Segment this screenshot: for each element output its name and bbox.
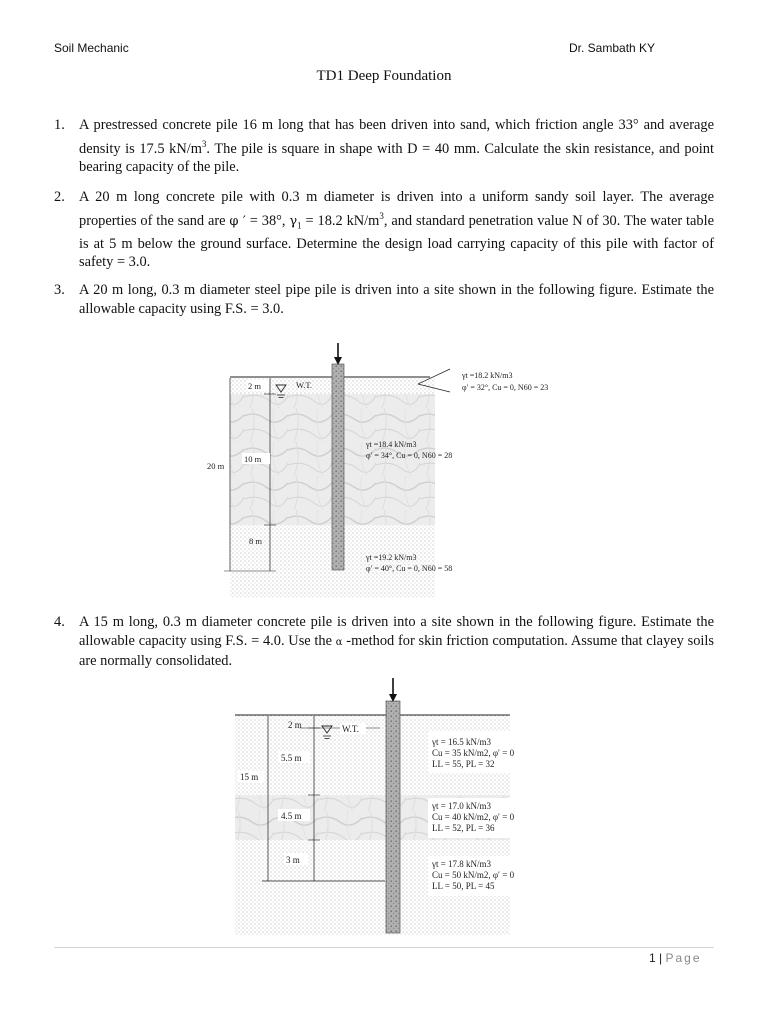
page-number: 1 bbox=[649, 951, 656, 965]
layer3-unit-weight: γt = 17.8 kN/m3 bbox=[432, 859, 492, 869]
water-table-label: W.T. bbox=[296, 380, 313, 390]
layer2-properties: φ′ = 34°, Cu = 0, N60 = 28 bbox=[366, 451, 453, 460]
page-separator: | bbox=[659, 951, 663, 965]
dim-5-5m: 5.5 m bbox=[281, 753, 302, 763]
pile bbox=[386, 701, 400, 933]
layer3-strength: Cu = 50 kN/m2, φ′ = 0 bbox=[432, 870, 515, 880]
page-title: TD1 Deep Foundation bbox=[316, 68, 452, 84]
dim-15m: 15 m bbox=[240, 772, 259, 782]
layer1-unit-weight: γt = 16.5 kN/m3 bbox=[432, 737, 492, 747]
dim-20m: 20 m bbox=[207, 461, 225, 471]
figure-1-soil-profile bbox=[200, 340, 580, 598]
layer1-limits: LL = 55, PL = 32 bbox=[432, 759, 495, 769]
dim-4-5m: 4.5 m bbox=[281, 811, 302, 821]
dim-10m: 10 m bbox=[244, 454, 262, 464]
dim-3m: 3 m bbox=[286, 855, 300, 865]
page-label: Page bbox=[665, 951, 702, 965]
water-table-label: W.T. bbox=[342, 724, 359, 734]
header-right: Dr. Sambath KY bbox=[569, 41, 656, 55]
layer1-strength: Cu = 35 kN/m2, φ′ = 0 bbox=[432, 748, 515, 758]
question-1 bbox=[54, 116, 714, 176]
question-text: A 20 m long concrete pile with 0.3 m diameter is driven into a uniform sandy soil layer. The average properties of the sand are φ ′ = 38°, $\gamma_1 = 18.2$ $kN/m^3$, and standard penetration value N of 30. The water table is at 5 m below the ground surface. Determine the design load carrying capacity of this pile with factor of safety = 3.0. bbox=[79, 189, 715, 271]
question-2 bbox=[54, 188, 714, 272]
header-left: Soil Mechanic bbox=[54, 41, 129, 55]
footer-divider bbox=[54, 947, 714, 948]
question-number: 2. bbox=[54, 189, 65, 205]
layer2-limits: LL = 52, PL = 36 bbox=[432, 823, 495, 833]
dim-8m: 8 m bbox=[249, 536, 262, 546]
layer1-unit-weight: γt =18.2 kN/m3 bbox=[462, 371, 513, 380]
layer1-properties: φ′ = 32°, Cu = 0, N60 = 23 bbox=[462, 383, 549, 392]
question-4 bbox=[54, 613, 714, 671]
layer2-unit-weight: γt = 17.0 kN/m3 bbox=[432, 801, 492, 811]
question-number: 1. bbox=[54, 117, 65, 133]
question-3 bbox=[54, 281, 714, 318]
dim-2m: 2 m bbox=[288, 720, 302, 730]
layer3-unit-weight: γt =19.2 kN/m3 bbox=[366, 553, 417, 562]
page-footer bbox=[649, 951, 702, 965]
question-number: 3. bbox=[54, 282, 65, 298]
question-text: A 20 m long, 0.3 m diameter steel pipe pile is driven into a site shown in the following figure. Estimate the allowable capacity using F.S. = 3.0. bbox=[79, 282, 714, 317]
question-number: 4. bbox=[54, 614, 65, 630]
layer2-unit-weight: γt =18.4 kN/m3 bbox=[366, 440, 417, 449]
layer3-properties: φ′ = 40°, Cu = 0, N60 = 58 bbox=[366, 564, 453, 573]
dim-2m: 2 m bbox=[248, 381, 261, 391]
pile bbox=[332, 364, 344, 570]
layer3-limits: LL = 50, PL = 45 bbox=[432, 881, 495, 891]
layer2-strength: Cu = 40 kN/m2, φ′ = 0 bbox=[432, 812, 515, 822]
figure-2-soil-profile bbox=[230, 675, 540, 937]
question-text: A prestressed concrete pile 16 m long that has been driven into sand, which friction angle 33° and average density is 17.5 $kN/m^3$. The pile is square in shape with D = 40 mm. Calculate the skin resistance, and point bearing capacity of the pile. bbox=[79, 117, 714, 175]
question-text: A 15 m long, 0.3 m diameter concrete pile is driven into a site shown in the following figure. Estimate the allowable capacity using F.S. = 4.0. Use the α -method for skin friction computation. Assume that clayey soils are normally consolidated. bbox=[79, 614, 714, 669]
